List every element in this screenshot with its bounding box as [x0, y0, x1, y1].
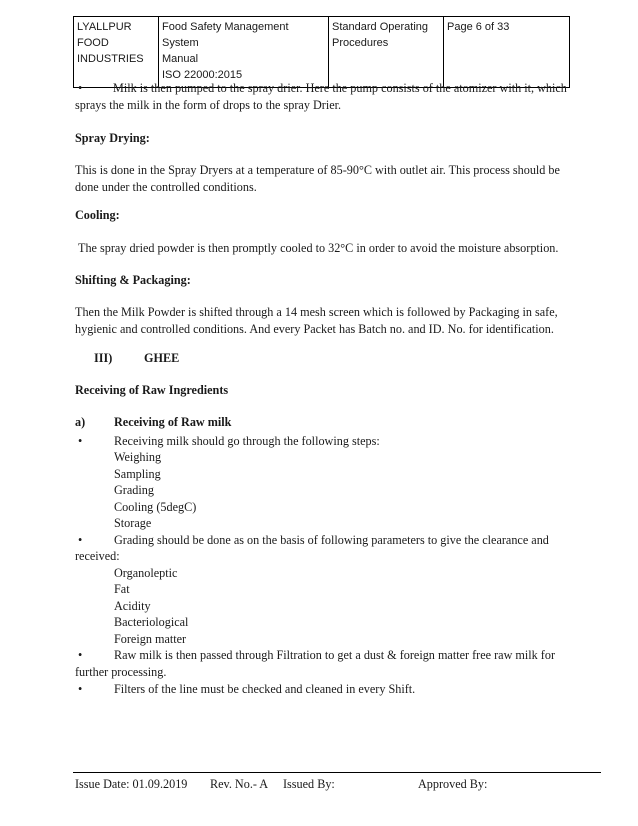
footer-revision: Rev. No.- A: [210, 777, 269, 791]
parameter-item: Bacteriological: [114, 615, 189, 629]
shifting-line-2: hygienic and controlled conditions. And every Packet has Batch no. and ID. No. for identification.: [75, 322, 554, 336]
bullet-2: •: [78, 434, 83, 448]
paragraph-shifting: [75, 304, 580, 338]
manual-cell: [159, 17, 329, 88]
pump-line-1: Milk is then pumped to the spray drier. Here the pump consists of the atomizer with it, which: [113, 81, 567, 95]
procedure-line-2: Procedures: [332, 37, 389, 49]
subsection-title: Receiving of Raw milk: [114, 415, 232, 429]
receiving-steps-intro: Receiving milk should go through the following steps:: [114, 434, 380, 448]
step-item: Sampling: [114, 467, 161, 481]
heading-spray-drying: Spray Drying:: [75, 131, 150, 145]
company-cell: [74, 17, 159, 88]
footer-issue-date: Issue Date: 01.09.2019: [75, 777, 188, 791]
page-number: Page 6 of 33: [447, 21, 510, 33]
step-item: Weighing: [114, 450, 162, 464]
footer-issued-by: Issued By:: [283, 777, 335, 791]
heading-receiving-raw-ingredients: Receiving of Raw Ingredients: [75, 383, 229, 397]
filtration-line-2: further processing.: [75, 665, 167, 679]
bullet-5: •: [78, 682, 83, 696]
grading-line-2: received:: [75, 549, 120, 563]
manual-line-2: Manual: [162, 53, 199, 65]
shifting-line-1: Then the Milk Powder is shifted through a 14 mesh screen which is followed by Packaging in safe,: [75, 305, 558, 319]
filtration-line-1: Raw milk is then passed through Filtration to get a dust & foreign matter free raw milk for: [114, 648, 556, 662]
step-item: Grading: [114, 483, 154, 497]
parameter-item: Acidity: [114, 599, 151, 613]
section-title-ghee: GHEE: [144, 351, 180, 365]
grading-line-1: Grading should be done as on the basis of following parameters to give the clearance and: [114, 533, 549, 547]
paragraph-cooling: The spray dried powder is then promptly cooled to 32°C in order to avoid the moisture absorption.: [78, 241, 559, 255]
paragraph-pump: [75, 80, 580, 114]
heading-cooling: Cooling:: [75, 208, 120, 222]
pump-line-2: sprays the milk in the form of drops to the spray Drier.: [75, 98, 342, 112]
document-header-table: [73, 16, 570, 88]
step-item: Storage: [114, 516, 152, 530]
bullet-1: •: [78, 81, 83, 95]
manual-line-3: ISO 22000:2015: [162, 69, 243, 81]
subsection-letter: a): [75, 415, 86, 429]
company-line-1: LYALLPUR: [77, 21, 132, 33]
procedure-line-1: Standard Operating: [332, 21, 429, 33]
manual-line-1: Food Safety Management System: [162, 21, 289, 49]
company-line-3: INDUSTRIES: [77, 53, 144, 65]
spray-line-2: done under the controlled conditions.: [75, 180, 257, 194]
step-item: Cooling (5degC): [114, 500, 197, 514]
spray-line-1: This is done in the Spray Dryers at a temperature of 85-90°C with outlet air. This process should be: [75, 163, 560, 177]
procedure-cell: [329, 17, 444, 88]
bullet-4: •: [78, 648, 83, 662]
section-number: III): [94, 351, 113, 365]
page-number-cell: [444, 17, 570, 88]
company-line-2: FOOD: [77, 37, 109, 49]
parameter-item: Foreign matter: [114, 632, 187, 646]
footer-approved-by: Approved By:: [418, 777, 488, 791]
footer-divider: [73, 772, 601, 773]
parameter-item: Fat: [114, 582, 130, 596]
filters-line: Filters of the line must be checked and cleaned in every Shift.: [114, 682, 416, 696]
paragraph-spray-drying: [75, 162, 580, 196]
heading-shifting-packaging: Shifting & Packaging:: [75, 273, 191, 287]
parameter-item: Organoleptic: [114, 566, 178, 580]
bullet-3: •: [78, 533, 83, 547]
